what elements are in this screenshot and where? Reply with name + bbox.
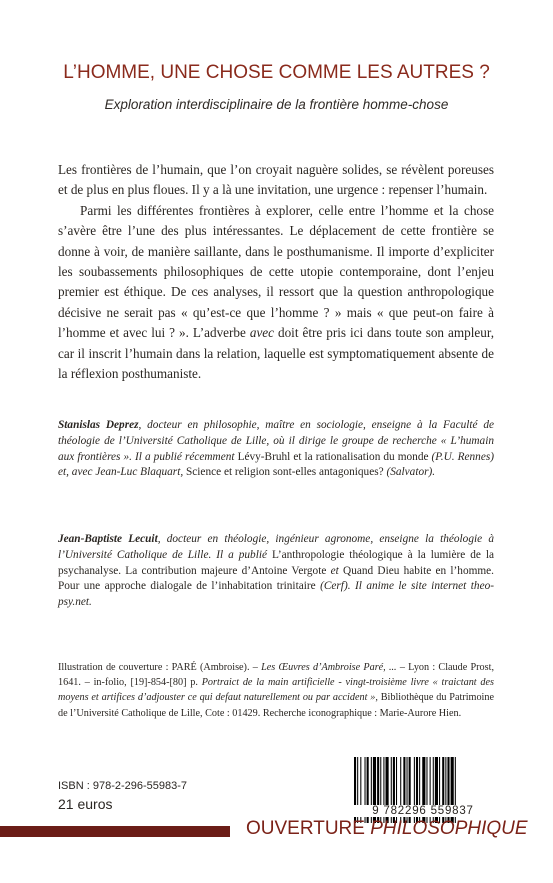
barcode-digits: 9 782296 559837 — [349, 805, 497, 817]
summary-paragraph-2-text-b: doit être pris ici dans toute son ampleur, car il inscrit l’humain dans la relation, laquelle est symptomatiquement absente de la réflexion posthumaniste. — [58, 325, 494, 382]
isbn: ISBN : 978-2-296-55983-7 — [58, 780, 188, 792]
bio2-book-1: L’anthropologie théologique à la lumière de la psychanalyse. La contribution majeure d’Antoine Vergote — [58, 548, 494, 577]
cover-illustration-credits — [58, 660, 494, 721]
collection-bar — [0, 826, 230, 837]
bio2-text-3: (Cerf). Il anime le site internet theo-psy.net. — [58, 580, 494, 609]
summary-emphasis-avec: avec — [249, 325, 274, 341]
bio2-text-1: , docteur en théologie, ingénieur agronome, enseigne la théologie à l’Université Catholique de Lille. Il a publié — [58, 533, 494, 561]
bio1-text-2: (P.U. Rennes) et, avec Jean-Luc Blaquart, — [58, 450, 494, 479]
credits-text — [58, 660, 494, 721]
author-bio-lecuit — [58, 532, 494, 611]
author-bio-deprez-text — [58, 418, 494, 481]
collection-name — [246, 818, 528, 840]
collection-word-1: OUVERTURE — [246, 818, 371, 839]
credits-work-title: Les Œuvres d’Ambroise Paré, ... — [261, 662, 397, 673]
bio1-book-1: Lévy-Bruhl et la rationalisation du monde — [237, 450, 429, 463]
credits-plate-title: Portraict de la main artificielle - vingt-troisième livre « traictant des moyens et artifices d’adjouster ce qui defaut naturellement ou par accident » — [58, 677, 494, 704]
author-bio-deprez — [58, 418, 494, 481]
price: 21 euros — [58, 796, 113, 812]
bio2-text-2: et — [326, 564, 344, 577]
book-subtitle: Exploration interdisciplinaire de la frontière homme-chose — [104, 97, 449, 112]
collection-word-2: PHILOSOPHIQUE — [370, 818, 528, 839]
bio1-book-2: Science et religion sont-elles antagoniques? — [186, 466, 384, 479]
back-cover-summary — [58, 160, 494, 384]
author-bio-lecuit-text — [58, 532, 494, 611]
bio1-text-3: (Salvator). — [383, 466, 436, 479]
credits-text-1: Illustration de couverture : PARÉ (Ambroise). – — [58, 662, 262, 673]
credits-text-2: – Lyon : Claude Prost, 1641. – in-folio, [19]-854-[80] p. — [58, 662, 494, 689]
summary-paragraph-1: Les frontières de l’humain, que l’on croyait naguère solides, se révèlent poreuses et de plus en plus floues. Il y a là une invitation, une urgence : repenser l’humain. — [58, 162, 494, 198]
summary-paragraph-2-text-a: Parmi les différentes frontières à explorer, celle entre l’homme et la chose s’avère être l’une des plus intéressantes. Le déplacement de cette frontière se donne à voir, de manière saillante, dans le posthumanisme. Il importe d’expliciter les soubassements philosophiques de cette utopie contemporaine, dont l’enjeu premier est éthique. De ces analyses, il ressort que la question anthropologique décisive ne serait pas « qu’est-ce que l’homme ? » mais « que peut-on faire à l’homme et avec lui ? ». L’adverbe — [58, 202, 494, 341]
credits-text-3: , Bibliothèque du Patrimoine de l’Université Catholique de Lille, Cote : 01429. Recherche iconographique : Marie-Aurore Hien. — [58, 692, 494, 719]
author-name-deprez: Stanislas Deprez — [58, 419, 139, 431]
bio1-text-1: , docteur en philosophie, maître en sociologie, enseigne à la Faculté de théologie de l’Université Catholique de Lille, où il dirige le groupe de recherche « L’humain aux frontières ». Il a publié récemment — [58, 419, 494, 463]
bio2-book-2: Quand Dieu habite en l’homme. Pour une approche dialogale de l’inhabitation trinitaire — [58, 564, 495, 593]
book-title: L’HOMME, UNE CHOSE COMME LES AUTRES ? — [63, 62, 490, 83]
summary-paragraph-2 — [58, 201, 494, 385]
author-name-lecuit: Jean-Baptiste Lecuit — [58, 533, 158, 545]
